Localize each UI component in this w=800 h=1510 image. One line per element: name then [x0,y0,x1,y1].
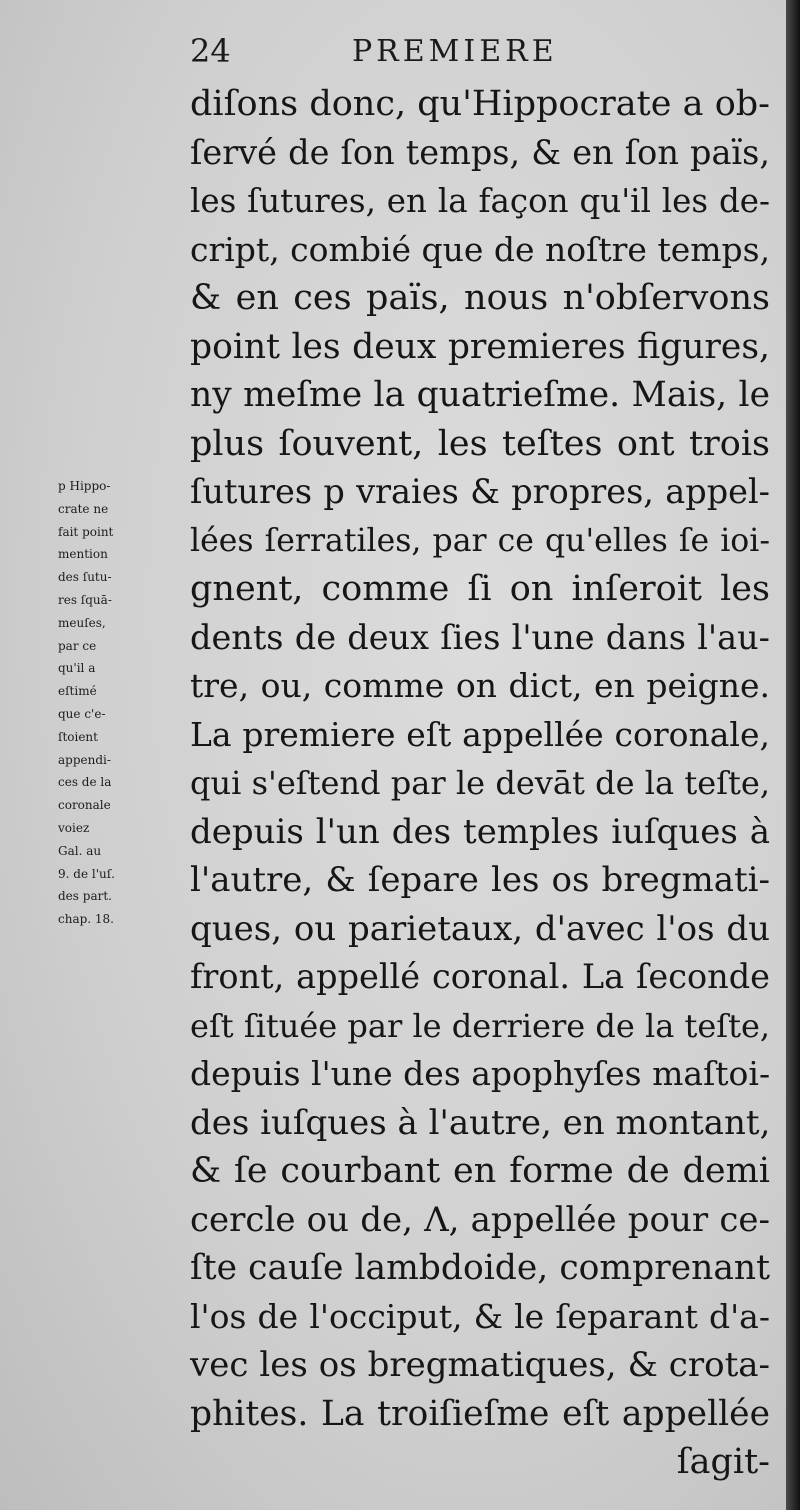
text-line: ny meſme la quatrieſme. Mais, le [190,375,770,415]
margin-note-line: 9. de l'uſ. [58,866,115,881]
margin-note-line: p Hippo- [58,479,111,493]
text-line: ſutures p vraies & propres, appel- [190,472,770,511]
margin-note-line: des part. [58,889,112,904]
margin-note-line: ſtoient [58,729,98,744]
text-line: ſervé de ſon temps, & en ſon païs, [190,132,770,172]
text-line: depuis l'une des apophyſes maſtoi- [190,1054,771,1093]
text-line: & en ces païs, nous n'obſervons [190,278,770,318]
text-line: La premiere eſt appellée coronale, [190,714,770,754]
main-text-block [190,80,770,1487]
margin-note-line: res ſquā- [58,592,112,607]
text-line: ſagit- [676,1442,770,1482]
page-number: 24 [190,32,231,70]
text-line: vec les os bregmatiques, & crota- [190,1345,770,1385]
text-line: front, appellé coronal. La ſeconde [190,957,770,996]
margin-note-line: des ſutu- [58,570,112,585]
running-head [190,32,750,82]
running-title: PREMIERE [352,34,558,69]
margin-note-line: par ce [58,638,97,653]
text-line: l'autre, & ſepare les os bregmati- [190,860,770,900]
margin-note-line: meuſes, [58,615,106,630]
marginal-note [58,475,193,931]
text-line: diſons donc, qu'Hippocrate a ob- [190,84,770,124]
text-line: tre, ou, comme on dict, en peigne. [190,666,770,705]
text-line: depuis l'un des temples iuſques à [190,811,770,852]
margin-note-line: qu'il a [58,661,96,676]
text-line: phites. La troiſieſme eſt appellée [190,1393,770,1434]
text-line: des iuſques à l'autre, en montant, [190,1102,771,1143]
text-line: ſte cauſe lambdoide, comprenant [190,1248,770,1288]
margin-note-line: que c'e- [58,706,106,721]
margin-note-line: crate ne [58,501,109,516]
text-line: cript, combié que de noſtre temps, [190,229,771,269]
margin-note-line: voiez [58,820,90,835]
text-line: eſt ſituée par le derriere de la teſte, [190,1006,771,1045]
margin-note-line: appendi- [58,752,111,767]
text-line: gnent, comme ſi on inſeroit les [190,569,770,609]
margin-note-line: eſtimé [58,684,97,699]
text-line: plus ſouvent, les teſtes ont trois [190,423,770,464]
margin-note-line: coronale [58,798,111,813]
margin-note-line: Gal. au [58,843,102,858]
margin-note-line: mention [58,547,108,562]
margin-note-line: fait point [58,524,114,539]
text-line: dents de deux ſies l'une dans l'au- [190,617,770,657]
text-line: ques, ou parietaux, d'avec l'os du [190,908,770,949]
margin-note-line: chap. 18. [58,912,114,927]
text-line: lées ſerratiles, par ce qu'elles ſe ioi- [190,522,770,559]
text-line: & ſe courbant en forme de demi [190,1151,770,1191]
text-line: qui s'eſtend par le devāt de la teſte, [190,764,770,802]
text-line: point les deux premieres figures, [190,326,770,367]
page-edge-shadow [786,0,800,1510]
margin-note-line: ces de la [58,775,112,790]
text-line: l'os de l'occiput, & le ſeparant d'a- [190,1296,770,1336]
text-line: les ſutures, en la façon qu'il les de- [190,182,770,220]
text-line: cercle ou de, Λ, appellée pour ce- [190,1199,770,1240]
